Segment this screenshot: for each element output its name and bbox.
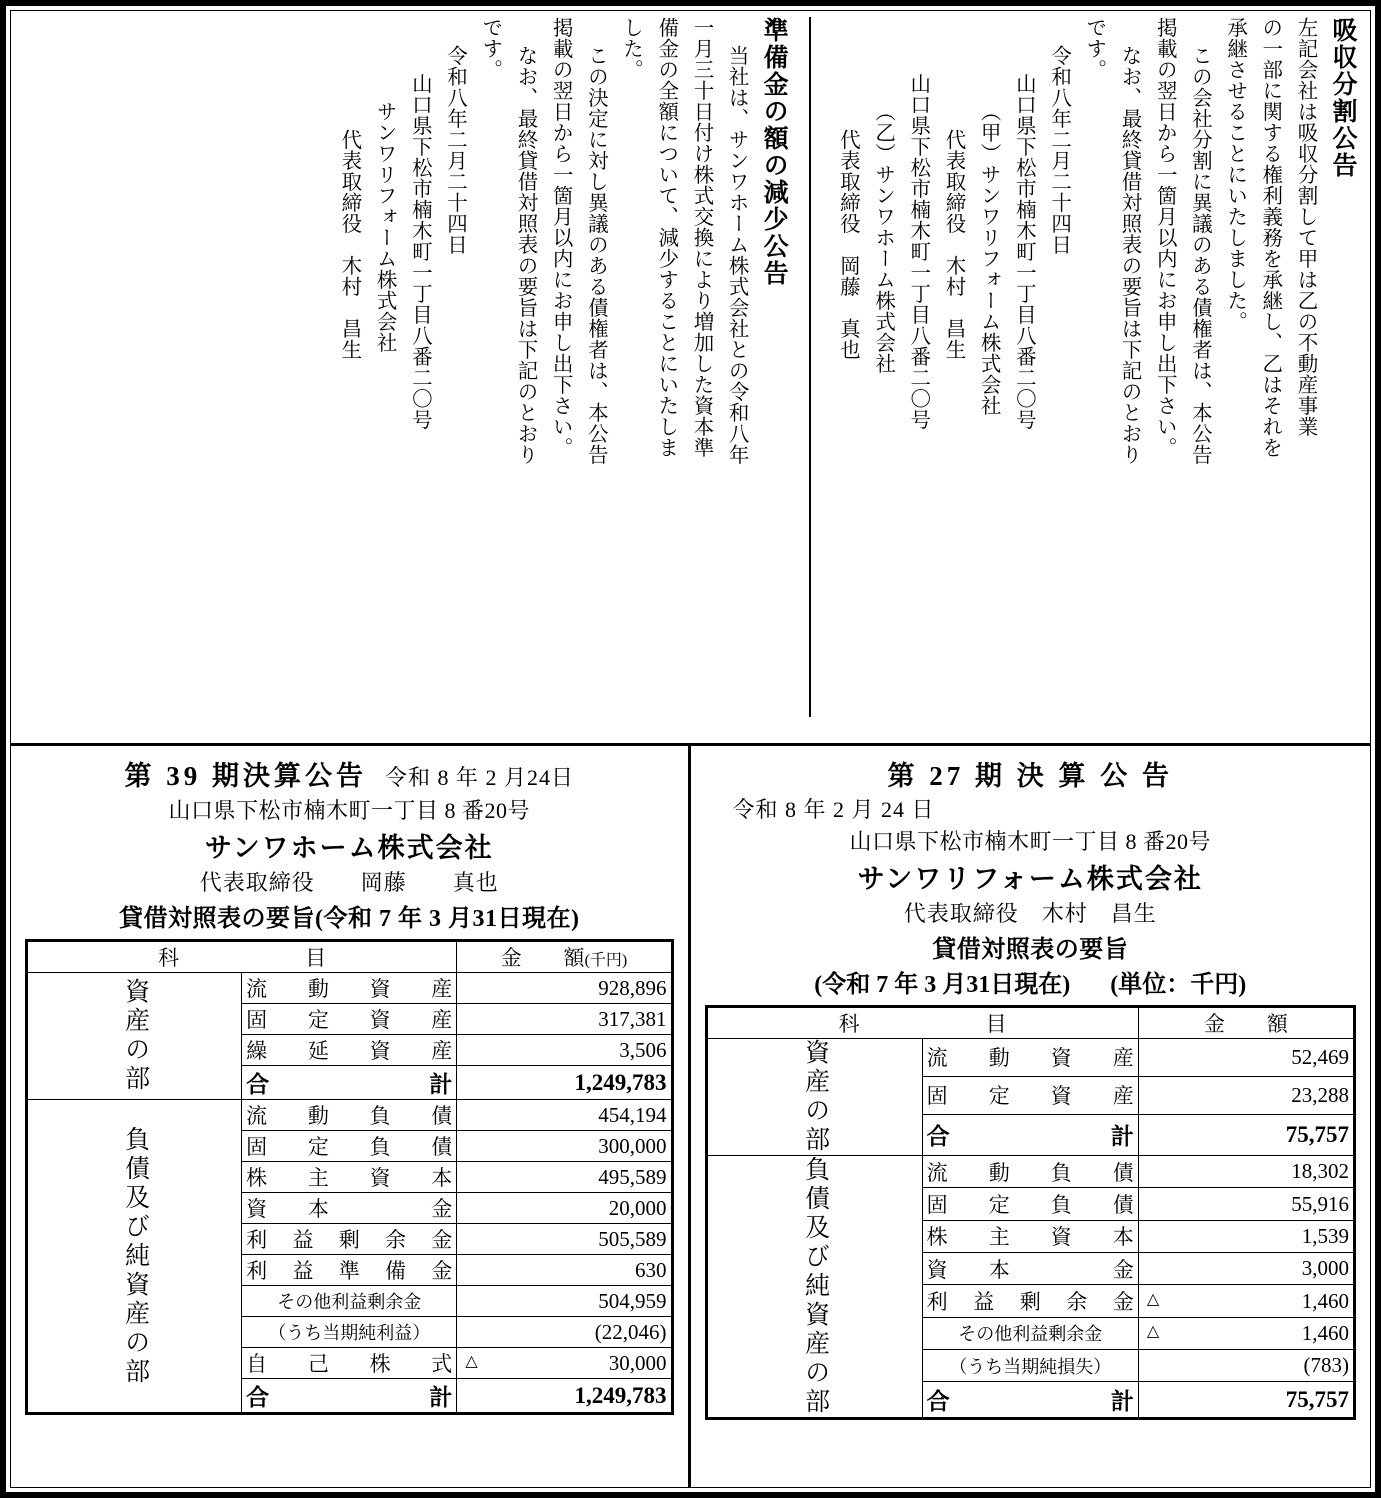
row-item-label: （うち当期純損失） bbox=[922, 1350, 1138, 1382]
row-amount: △ 1,460 bbox=[1138, 1285, 1354, 1317]
row-amount: 317,381 bbox=[457, 1004, 672, 1035]
total-amount: 1,249,783 bbox=[457, 1379, 672, 1414]
absorption-line-1: の一部に関する権利義務を承継し、乙はそれを bbox=[1258, 17, 1281, 458]
reserve-notice-title: 準備金の額の減少公告 bbox=[760, 17, 788, 287]
row-amount: 495,589 bbox=[457, 1162, 672, 1193]
row-item-label: 自 己 株 式 bbox=[242, 1348, 457, 1379]
row-item-label: 流 動 負 債 bbox=[242, 1100, 457, 1131]
row-item-label: （うち当期純利益） bbox=[242, 1317, 457, 1348]
row-item-label: 流 動 資 産 bbox=[242, 973, 457, 1004]
report-address-home: 山口県下松市楠木町一丁目 8 番20号 bbox=[168, 798, 530, 823]
header-item-cell: 科 目 bbox=[706, 1007, 1138, 1039]
reserve-line-7: です。 bbox=[478, 17, 501, 80]
total-amount: 75,757 bbox=[1138, 1114, 1354, 1155]
absorption-line-8: 山口県下松市楠木町一丁目八番二〇号 bbox=[1012, 73, 1035, 430]
report-header-reform bbox=[705, 754, 1357, 999]
row-item-label: 固 定 資 産 bbox=[922, 1076, 1138, 1114]
section-label-liabilities: 負債及び純資産の部 bbox=[27, 1100, 242, 1414]
row-amount: △ 30,000 bbox=[457, 1348, 672, 1379]
absorption-line-5: なお、最終貸借対照表の要旨は下記のとおり bbox=[1117, 45, 1140, 465]
absorption-line-7: 令和八年二月二十四日 bbox=[1047, 45, 1070, 255]
report-address-reform: 山口県下松市楠木町一丁目 8 番20号 bbox=[849, 829, 1211, 854]
row-amount: 630 bbox=[457, 1255, 672, 1286]
row-amount: 52,469 bbox=[1138, 1039, 1354, 1077]
row-item-label: 利 益 剰 余 金 bbox=[922, 1285, 1138, 1317]
total-amount: 75,757 bbox=[1138, 1382, 1354, 1419]
row-item-label: 固 定 負 債 bbox=[242, 1131, 457, 1162]
row-item-label: 株 主 資 本 bbox=[242, 1162, 457, 1193]
row-amount: △ 1,460 bbox=[1138, 1317, 1354, 1349]
report-date-home: 令和 8 年 2 月24日 bbox=[384, 765, 574, 790]
reserve-line-5: 掲載の翌日から一箇月以内にお申し出下さい。 bbox=[549, 17, 572, 458]
absorption-line-2: 承継させることにいたしました。 bbox=[1223, 17, 1246, 332]
row-amount: 3,000 bbox=[1138, 1253, 1354, 1285]
reserve-line-2: 備金の全額について、減少することにいたしま bbox=[654, 17, 677, 458]
report-sanwa-reform bbox=[691, 746, 1371, 1487]
table-row bbox=[27, 1100, 673, 1131]
row-amount: 18,302 bbox=[1138, 1156, 1354, 1188]
reserve-line-8: 令和八年二月二十四日 bbox=[443, 45, 466, 255]
row-amount: (783) bbox=[1138, 1350, 1354, 1382]
report-representative-home: 代表取締役 岡藤 真也 bbox=[199, 870, 499, 895]
financial-reports-section bbox=[11, 746, 1370, 1487]
section-label-assets: 資産の部 bbox=[27, 973, 242, 1100]
report-company-reform: サンワリフォーム株式会社 bbox=[857, 864, 1203, 894]
notices-section bbox=[11, 11, 1370, 746]
row-item-label: 繰 延 資 産 bbox=[242, 1035, 457, 1066]
report-date-reform: 令和 8 年 2 月 24 日 bbox=[732, 797, 935, 822]
header-amount-cell: 金 額 bbox=[1138, 1007, 1354, 1039]
absorption-line-11: 山口県下松市楠木町一丁目八番二〇号 bbox=[906, 73, 929, 430]
notices-divider bbox=[809, 17, 811, 717]
balance-sheet-table-home bbox=[25, 939, 674, 1415]
table-header-row bbox=[27, 941, 673, 973]
header-amount-cell: 金 額(千円) bbox=[457, 941, 672, 973]
reserve-line-4: この決定に対し異議のある債権者は、本公告 bbox=[584, 45, 607, 465]
report-title-reform: 第 27 期 決 算 公 告 bbox=[887, 761, 1173, 791]
row-amount: 1,539 bbox=[1138, 1220, 1354, 1252]
row-item-label: 資 本 金 bbox=[922, 1253, 1138, 1285]
row-item-label: 固 定 負 債 bbox=[922, 1188, 1138, 1220]
absorption-line-12: （乙）サンワホーム株式会社 bbox=[871, 101, 894, 374]
row-item-label: 固 定 資 産 bbox=[242, 1004, 457, 1035]
total-label: 合 計 bbox=[242, 1379, 457, 1414]
row-item-label: 利 益 準 備 金 bbox=[242, 1255, 457, 1286]
report-bs-title-reform: 貸借対照表の要旨 bbox=[932, 937, 1129, 963]
row-item-label: 資 本 金 bbox=[242, 1193, 457, 1224]
row-amount: 55,916 bbox=[1138, 1188, 1354, 1220]
report-representative-reform: 代表取締役 木村 昌生 bbox=[903, 901, 1157, 926]
reserve-line-3: した。 bbox=[619, 17, 642, 80]
reserve-line-0: 当社は、サンワホーム株式会社との令和八年 bbox=[725, 45, 748, 465]
reserve-line-6: なお、最終貸借対照表の要旨は下記のとおり bbox=[513, 45, 536, 465]
row-amount: 20,000 bbox=[457, 1193, 672, 1224]
row-amount: 454,194 bbox=[457, 1100, 672, 1131]
report-bs-asof-reform: (令和 7 年 3 月31日現在) bbox=[814, 972, 1071, 998]
reserve-line-10: サンワリフォーム株式会社 bbox=[373, 101, 396, 353]
table-header-row bbox=[706, 1007, 1355, 1039]
table-row bbox=[27, 973, 673, 1004]
balance-sheet-table-reform bbox=[705, 1005, 1357, 1420]
reserve-line-11: 代表取締役 木村 昌生 bbox=[337, 129, 360, 360]
row-amount: 505,589 bbox=[457, 1224, 672, 1255]
absorption-line-10: 代表取締役 木村 昌生 bbox=[941, 129, 964, 360]
absorption-line-13: 代表取締役 岡藤 真也 bbox=[836, 129, 859, 360]
row-amount: 928,896 bbox=[457, 973, 672, 1004]
absorption-line-4: 掲載の翌日から一箇月以内にお申し出下さい。 bbox=[1153, 17, 1176, 458]
total-label: 合 計 bbox=[922, 1382, 1138, 1419]
row-item-label: その他利益剰余金 bbox=[922, 1317, 1138, 1349]
absorption-line-9: （甲）サンワリフォーム株式会社 bbox=[977, 101, 1000, 416]
header-item-cell: 科 目 bbox=[27, 941, 457, 973]
reserve-line-1: 一月三十日付け株式交換により増加した資本準 bbox=[689, 17, 712, 458]
total-label: 合 計 bbox=[922, 1114, 1138, 1155]
row-amount: 504,959 bbox=[457, 1286, 672, 1317]
row-item-label: その他利益剰余金 bbox=[242, 1286, 457, 1317]
table-row bbox=[706, 1039, 1355, 1077]
report-title-home: 第 39 期決算公告 bbox=[124, 761, 367, 791]
total-amount: 1,249,783 bbox=[457, 1066, 672, 1100]
report-unit-note-reform: (単位：千円) bbox=[1110, 972, 1247, 998]
absorption-notice-title: 吸収分割公告 bbox=[1329, 17, 1356, 179]
report-sanwa-home bbox=[11, 746, 691, 1487]
row-amount: 3,506 bbox=[457, 1035, 672, 1066]
absorption-line-3: この会社分割に異議のある債権者は、本公告 bbox=[1188, 45, 1211, 465]
section-label-assets: 資産の部 bbox=[706, 1039, 922, 1156]
row-item-label: 利 益 剰 余 金 bbox=[242, 1224, 457, 1255]
report-bs-title-home: 貸借対照表の要旨(令和 7 年 3 月31日現在) bbox=[119, 906, 580, 932]
page-inner-border bbox=[10, 10, 1371, 1488]
total-label: 合 計 bbox=[242, 1066, 457, 1100]
row-amount: (22,046) bbox=[457, 1317, 672, 1348]
row-amount: 23,288 bbox=[1138, 1076, 1354, 1114]
reserve-line-9: 山口県下松市楠木町一丁目八番二〇号 bbox=[408, 73, 431, 430]
absorption-line-0: 左記会社は吸収分割して甲は乙の不動産事業 bbox=[1294, 17, 1316, 437]
section-label-liabilities: 負債及び純資産の部 bbox=[706, 1156, 922, 1419]
row-amount: 300,000 bbox=[457, 1131, 672, 1162]
table-row bbox=[706, 1156, 1355, 1188]
absorption-line-6: です。 bbox=[1082, 17, 1105, 80]
report-company-home: サンワホーム株式会社 bbox=[204, 833, 494, 863]
row-item-label: 流 動 負 債 bbox=[922, 1156, 1138, 1188]
row-item-label: 株 主 資 本 bbox=[922, 1220, 1138, 1252]
row-item-label: 流 動 資 産 bbox=[922, 1039, 1138, 1077]
report-bs-meta-reform bbox=[705, 964, 1357, 999]
